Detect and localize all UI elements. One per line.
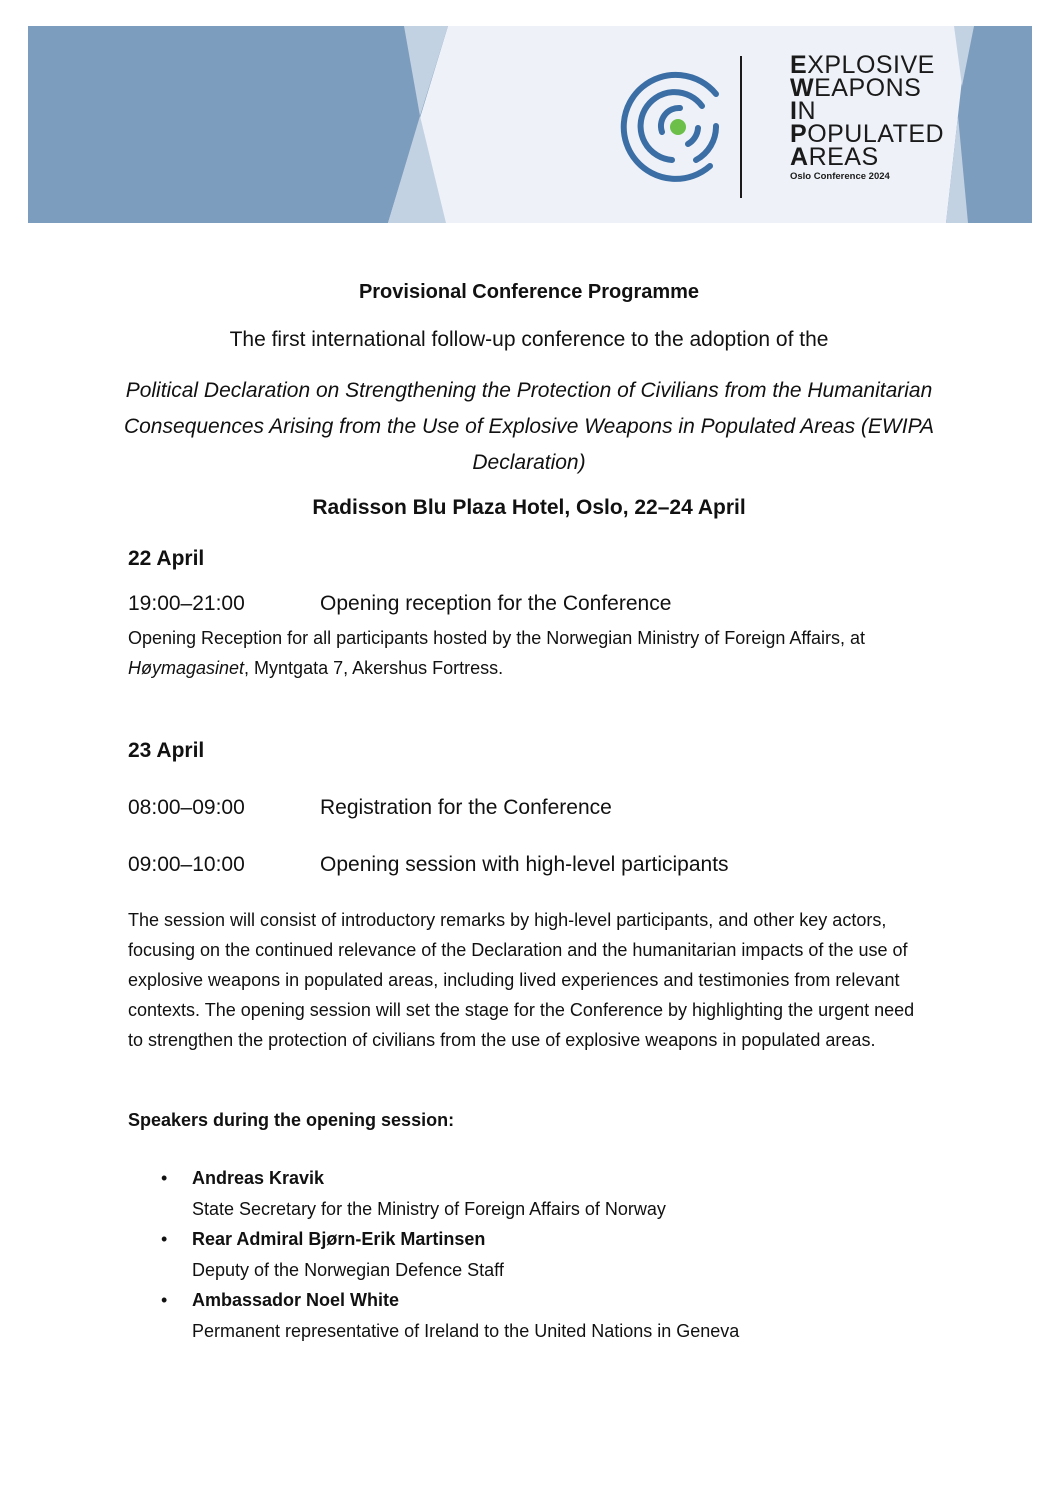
bullet-icon: • [161, 1168, 168, 1188]
page-title: Provisional Conference Programme [358, 281, 700, 303]
page-subtitle: The first international follow-up conference to the adoption of the [229, 328, 829, 351]
speaker-name: Ambassador Noel White [192, 1290, 400, 1310]
header-banner [28, 26, 1032, 223]
bullet-icon: • [161, 1290, 168, 1310]
venue-name: Høymagasinet [128, 658, 245, 678]
slot-time: 08:00–09:00 [128, 796, 245, 819]
logo-line-1: EXPLOSIVE [790, 51, 935, 79]
logo-line-4: POPULATED [790, 120, 945, 148]
speaker-role: Permanent representative of Ireland to the United Nations in Geneva [192, 1320, 740, 1341]
slot-description: The session will consist of introductory remarks by high-level participants, and other key actors, focusing on the continued relevance of the Declaration and the humanitarian impacts of the use of explosive weapons in populated areas, including lived experiences and testimonies from relevant contexts. The opening session will set the stage for the Conference by highlighting the urgent need to strengthen the protection of civilians from the use of explosive weapons in populated areas. [128, 910, 915, 1050]
declaration-title: Political Declaration on Strengthening the Protection of Civilians from the Humanitarian Consequences Arising from the Use of Explosive Weapons in Populated Areas (EWIPA Declaration) [123, 379, 935, 474]
day-heading-23-april: 23 April [128, 739, 205, 762]
schedule-slot [128, 853, 928, 877]
logo-wordmark [790, 51, 990, 182]
logo-line-5: AREAS [790, 143, 879, 171]
slot-time: 09:00–10:00 [128, 853, 245, 876]
slot-title: Opening session with high-level participants [320, 853, 729, 876]
slot-description: Opening Reception for all participants hosted by the Norwegian Ministry of Foreign Affairs, at Høymagasinet, Myntgata 7, Akershus Fortress. [128, 628, 866, 678]
venue-line: Radisson Blu Plaza Hotel, Oslo, 22–24 April [312, 496, 746, 519]
speaker-role: State Secretary for the Ministry of Foreign Affairs of Norway [192, 1198, 666, 1219]
speakers-heading: Speakers during the opening session: [128, 1110, 455, 1130]
speakers-list [128, 1163, 928, 1346]
schedule-slot [128, 592, 928, 616]
speaker-role: Deputy of the Norwegian Defence Staff [192, 1259, 504, 1280]
logo-line-3: IN [790, 97, 817, 125]
logo-line-2: WEAPONS [790, 74, 922, 102]
logo-divider [740, 56, 742, 198]
day-heading-22-april: 22 April [128, 547, 205, 570]
slot-title: Opening reception for the Conference [320, 592, 672, 615]
logo-subtitle: Oslo Conference 2024 [790, 171, 890, 182]
slot-time: 19:00–21:00 [128, 592, 245, 615]
schedule-slot [128, 796, 928, 820]
list-item [128, 1224, 928, 1285]
speaker-name: Rear Admiral Bjørn-Erik Martinsen [192, 1229, 486, 1249]
concentric-rings-logo-icon [618, 66, 738, 186]
slot-title: Registration for the Conference [320, 796, 612, 819]
speaker-name: Andreas Kravik [192, 1168, 325, 1188]
list-item [128, 1163, 928, 1224]
bullet-icon: • [161, 1229, 168, 1249]
list-item [128, 1285, 928, 1346]
